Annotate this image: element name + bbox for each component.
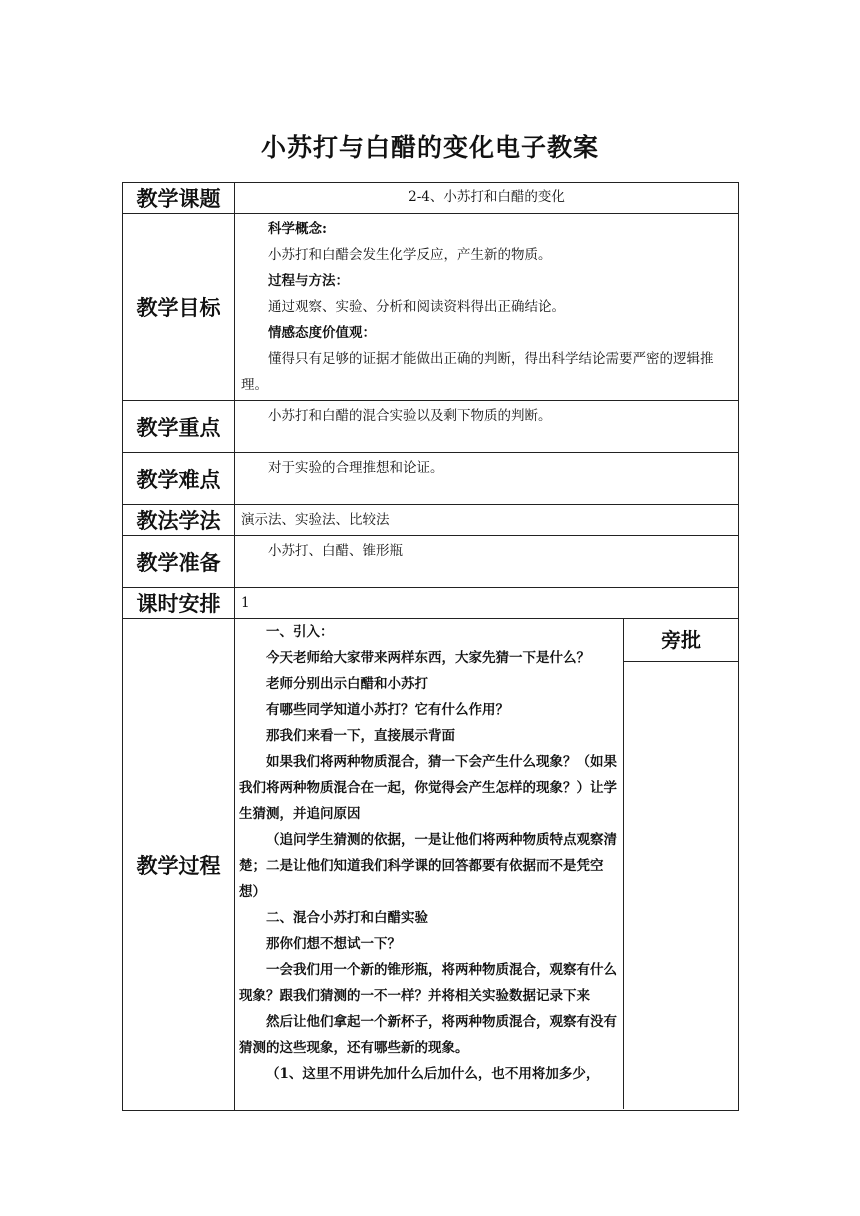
row-topic: [123, 183, 739, 214]
objective-concept-head: 科学概念:: [268, 221, 327, 237]
objectives-label: 教学目标: [123, 214, 235, 401]
topic-label: 教学课题: [123, 183, 235, 214]
page-title: 小苏打与白醋的变化电子教案: [260, 133, 599, 162]
process-paragraph: 有哪些同学知道小苏打？它有什么作用？: [266, 702, 509, 718]
key-points-label: 教学重点: [123, 401, 235, 453]
process-paragraph: 老师分别出示白醋和小苏打: [266, 676, 428, 692]
preparation-value: 小苏打、白醋、锥形瓶: [268, 543, 403, 559]
hours-value: 1: [235, 588, 739, 619]
objective-concept-text: 小苏打和白醋会发生化学反应，产生新的物质。: [268, 247, 552, 263]
side-notes-label: 旁批: [624, 619, 738, 662]
process-paragraph: 那你们想不想试一下？: [266, 936, 401, 952]
process-paragraph: 一会我们用一个新的锥形瓶，将两种物质混合，观察有什么现象？跟我们猜测的一不一样？并将相关实验数据记录下来: [239, 962, 617, 1004]
preparation-label: 教学准备: [123, 536, 235, 588]
objective-method-text: 通过观察、实验、分析和阅读资料得出正确结论。: [268, 299, 565, 315]
process-paragraph: 那我们来看一下，直接展示背面: [266, 728, 455, 744]
lesson-plan-table: [122, 182, 739, 1111]
process-paragraph: 今天老师给大家带来两样东西，大家先猜一下是什么？: [266, 650, 590, 666]
process-cell: [235, 619, 739, 1111]
process-label: 教学过程: [123, 619, 235, 1111]
process-paragraph: 二、混合小苏打和白醋实验: [266, 910, 428, 926]
row-process: [123, 619, 739, 1111]
objective-attitude-text: 懂得只有足够的证据才能做出正确的判断，得出科学结论需要严密的逻辑推理。: [241, 351, 714, 393]
row-key-points: [123, 401, 739, 453]
key-points-value: 小苏打和白醋的混合实验以及剩下物质的判断。: [268, 408, 552, 424]
row-preparation: [123, 536, 739, 588]
key-points-content: [235, 401, 739, 453]
difficulties-value: 对于实验的合理推想和论证。: [268, 460, 444, 476]
preparation-content: [235, 536, 739, 588]
difficulties-content: [235, 453, 739, 505]
row-difficulties: [123, 453, 739, 505]
process-paragraph: 然后让他们拿起一个新杯子，将两种物质混合，观察有没有猜测的这些现象，还有哪些新的现象。: [239, 1014, 617, 1056]
row-objectives: [123, 214, 739, 401]
objective-method-head: 过程与方法：: [268, 273, 349, 289]
process-content: [235, 619, 624, 1109]
process-paragraph: 如果我们将两种物质混合，猜一下会产生什么现象？（如果我们将两种物质混合在一起，你觉得会产生怎样的现象？）让学生猜测，并追问原因: [239, 754, 617, 822]
objectives-content: [235, 214, 739, 401]
topic-value: 2-4、小苏打和白醋的变化: [235, 183, 739, 214]
row-hours: [123, 588, 739, 619]
process-paragraph: （追问学生猜测的依据，一是让他们将两种物质特点观察清楚；二是让他们知道我们科学课的回答都要有依据而不是凭空想）: [239, 832, 617, 900]
methods-value: 演示法、实验法、比较法: [235, 505, 739, 536]
methods-label: 教法学法: [123, 505, 235, 536]
process-paragraph: （1、这里不用讲先加什么后加什么，也不用将加多少，: [266, 1066, 600, 1082]
hours-label: 课时安排: [123, 588, 235, 619]
row-methods: [123, 505, 739, 536]
objective-attitude-head: 情感态度价值观：: [268, 325, 376, 341]
process-paragraph: 一、引入：: [266, 624, 334, 640]
difficulties-label: 教学难点: [123, 453, 235, 505]
side-notes-column: [624, 619, 738, 1109]
